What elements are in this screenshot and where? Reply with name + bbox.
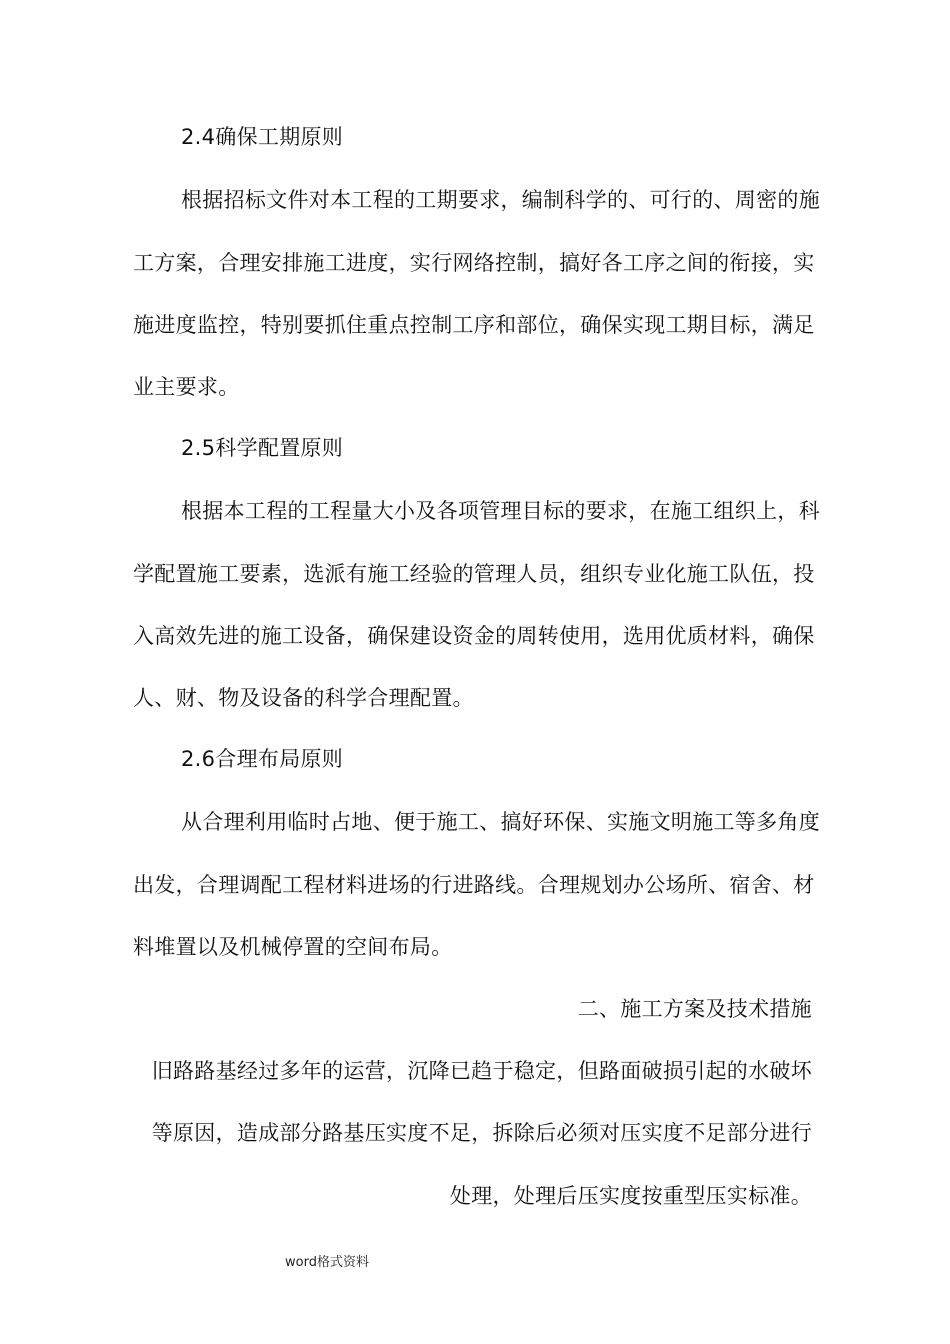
chapter-title: 二、施工方案及技术措施 <box>577 997 812 1021</box>
paragraph-line: 业主要求。 <box>133 375 240 399</box>
paragraph-line: 工方案，合理安排施工进度，实行网络控制，搞好各工序之间的衔接，实 <box>133 251 815 275</box>
closing-line: 等原因，造成部分路基压实度不足，拆除后必须对压实度不足部分进行 <box>151 1121 812 1145</box>
section-heading-2-6: 2.6合理布局原则 <box>181 747 344 771</box>
paragraph-line: 施进度监控，特别要抓住重点控制工序和部位，确保实现工期目标，满足 <box>133 313 815 337</box>
closing-line: 旧路路基经过多年的运营，沉降已趋于稳定，但路面破损引起的水破坏 <box>151 1059 812 1083</box>
footer-note: word格式资料 <box>285 1255 369 1270</box>
paragraph-line: 人、财、物及设备的科学合理配置。 <box>133 686 474 710</box>
paragraph-line: 根据本工程的工程量大小及各项管理目标的要求，在施工组织上，科 <box>181 499 820 523</box>
closing-line: 处理，处理后压实度按重型压实标准。 <box>449 1184 812 1208</box>
paragraph-line: 出发，合理调配工程材料进场的行进路线。合理规划办公场所、宿舍、材 <box>133 873 815 897</box>
paragraph-line: 根据招标文件对本工程的工期要求，编制科学的、可行的、周密的施 <box>181 188 820 212</box>
paragraph-line: 从合理利用临时占地、便于施工、搞好环保、实施文明施工等多角度 <box>181 810 820 834</box>
paragraph-line: 入高效先进的施工设备，确保建设资金的周转使用，选用优质材料，确保 <box>133 624 815 648</box>
paragraph-line: 学配置施工要素，选派有施工经验的管理人员，组织专业化施工队伍，投 <box>133 562 815 586</box>
section-heading-2-4: 2.4确保工期原则 <box>181 125 344 149</box>
section-heading-2-5: 2.5科学配置原则 <box>181 436 344 460</box>
paragraph-line: 料堆置以及机械停置的空间布局。 <box>133 935 453 959</box>
